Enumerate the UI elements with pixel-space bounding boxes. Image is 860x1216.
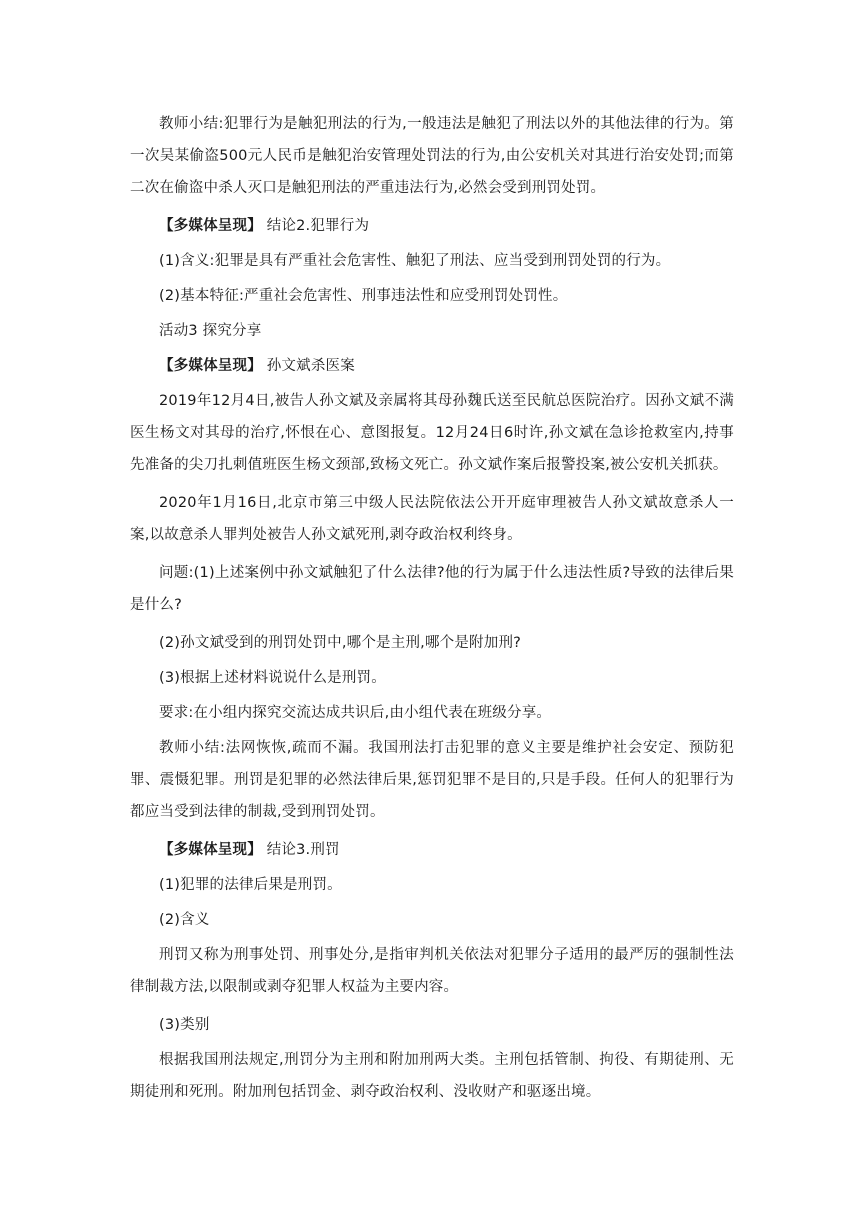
multimedia-tag: 【多媒体呈现】	[159, 358, 262, 374]
multimedia-heading-conclusion-2: 【多媒体呈现】 结论2.犯罪行为	[159, 218, 370, 234]
definition-crime: (1)含义:犯罪是具有严重社会危害性、触犯了刑法、应当受到刑罚处罚的行为。	[159, 253, 671, 269]
question-1: 问题:(1)上述案例中孙文斌触犯了什么法律?他的行为属于什么违法性质?导致的法律后果是什么?	[130, 565, 734, 613]
multimedia-tag: 【多媒体呈现】	[159, 842, 262, 858]
multimedia-heading-case: 【多媒体呈现】 孙文斌杀医案	[159, 358, 355, 374]
multimedia-tag: 【多媒体呈现】	[159, 218, 262, 234]
requirement: 要求:在小组内探究交流达成共识后,由小组代表在班级分享。	[159, 705, 552, 721]
penalty-definition: 刑罚又称为刑事处罚、刑事处分,是指审判机关依法对犯罪分子适用的最严厉的强制性法律制裁方法,以限制或剥夺犯罪人权益为主要内容。	[130, 947, 734, 995]
basic-features: (2)基本特征:严重社会危害性、刑事违法性和应受刑罚处罚性。	[159, 288, 568, 304]
question-2: (2)孙文斌受到的刑罚处罚中,哪个是主刑,哪个是附加刑?	[159, 635, 522, 651]
legal-consequence: (1)犯罪的法律后果是刑罚。	[159, 877, 342, 893]
teacher-summary-1: 教师小结:犯罪行为是触犯刑法的行为,一般违法是触犯了刑法以外的其他法律的行为。第一次吴某偷盗500元人民币是触犯治安管理处罚法的行为,由公安机关对其进行治安处罚;而第二次在偷盗中杀人灭口是触犯刑法的严重违法行为,必然会受到刑罚处罚。	[130, 116, 734, 196]
question-3: (3)根据上述材料说说什么是刑罚。	[159, 670, 386, 686]
multimedia-heading-conclusion-3: 【多媒体呈现】 结论3.刑罚	[159, 842, 340, 858]
teacher-summary-2: 教师小结:法网恢恢,疏而不漏。我国刑法打击犯罪的意义主要是维护社会安定、预防犯罪、震慑犯罪。刑罚是犯罪的必然法律后果,惩罚犯罪不是目的,只是手段。任何人的犯罪行为都应当受到法律的制裁,受到刑罚处罚。	[130, 740, 734, 820]
category-heading: (3)类别	[159, 1017, 210, 1033]
case-verdict: 2020年1月16日,北京市第三中级人民法院依法公开开庭审理被告人孙文斌故意杀人一案,以故意杀人罪判处被告人孙文斌死刑,剥夺政治权利终身。	[130, 495, 734, 543]
document-body	[130, 108, 734, 1111]
case-description: 2019年12月4日,被告人孙文斌及亲属将其母孙魏氏送至民航总医院治疗。因孙文斌不满医生杨文对其母的治疗,怀恨在心、意图报复。12月24日6时许,孙文斌在急诊抢救室内,持事先准备的尖刀扎刺值班医生杨文颈部,致杨文死亡。孙文斌作案后报警投案,被公安机关抓获。	[130, 393, 734, 473]
activity-heading: 活动3 探究分享	[159, 323, 262, 339]
penalty-categories: 根据我国刑法规定,刑罚分为主刑和附加刑两大类。主刑包括管制、拘役、有期徒刑、无期徒刑和死刑。附加刑包括罚金、剥夺政治权利、没收财产和驱逐出境。	[130, 1052, 734, 1100]
meaning-heading: (2)含义	[159, 912, 210, 928]
